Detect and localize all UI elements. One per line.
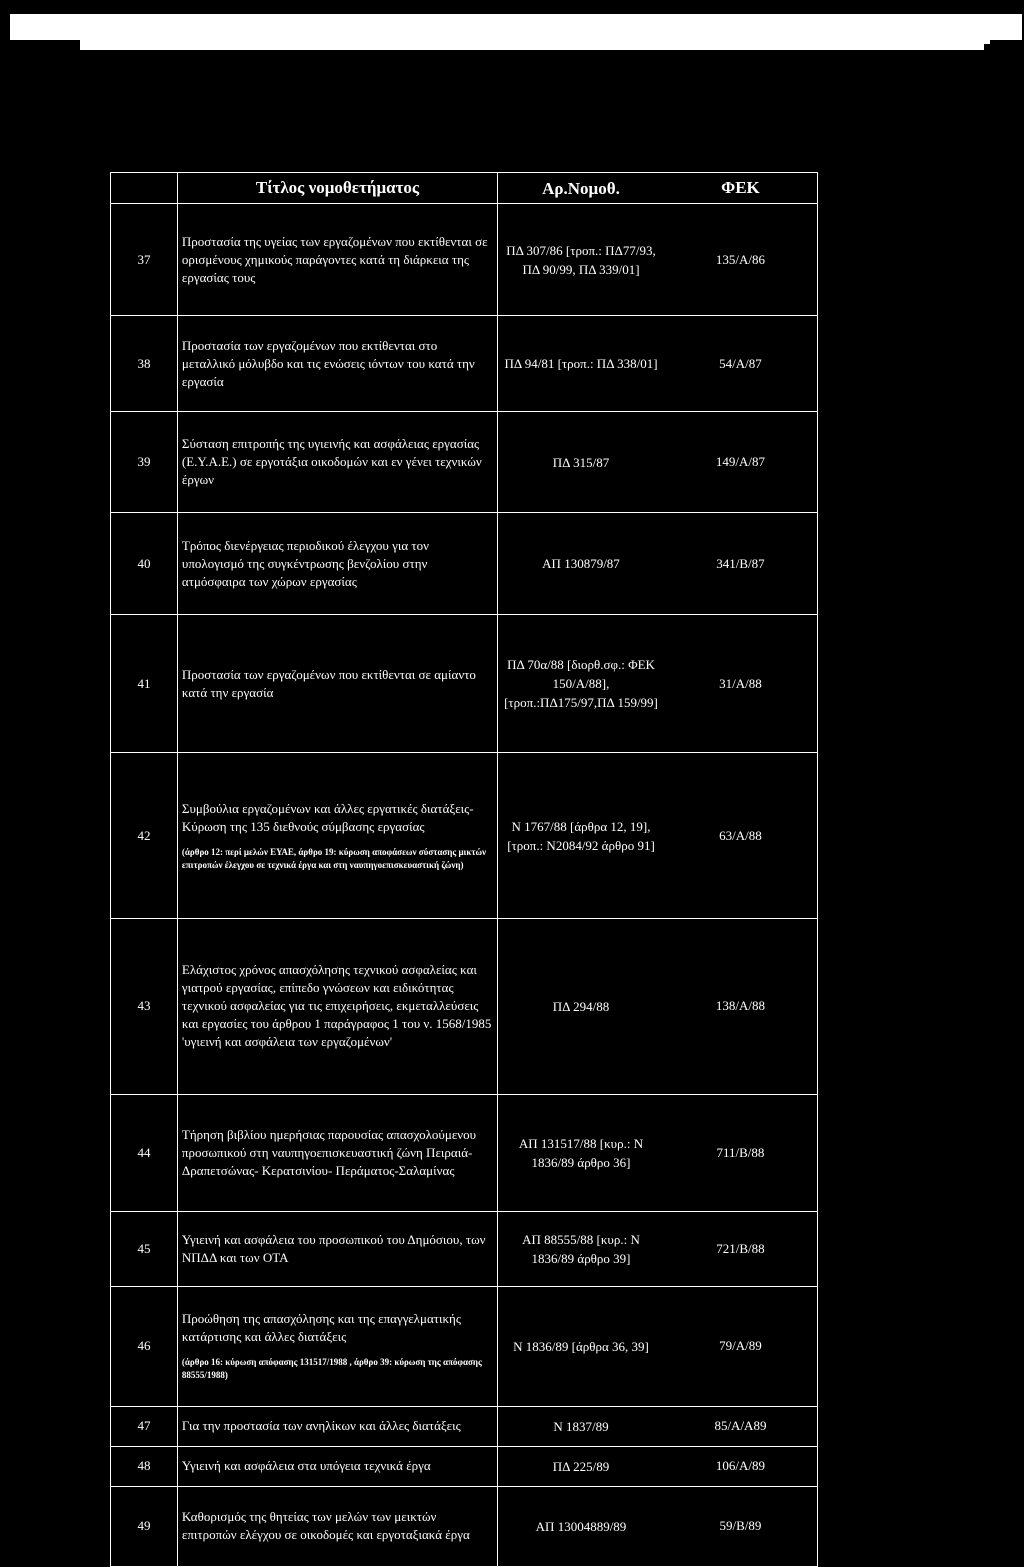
row-fek: 31/Α/88: [664, 614, 818, 753]
row-law-number: ΠΔ 315/87: [498, 412, 664, 513]
row-title-cell: [177, 753, 497, 918]
row-number: 48: [111, 1446, 178, 1486]
row-fek: 79/Α/89: [664, 1286, 818, 1406]
row-number: 37: [111, 204, 178, 316]
row-title-cell: [177, 614, 497, 753]
scan-margin-strip: [80, 40, 990, 50]
row-title-cell: [177, 1486, 497, 1566]
row-fek: 63/Α/88: [664, 753, 818, 918]
row-fek: 341/Β/87: [664, 513, 818, 614]
row-title-cell: [177, 316, 497, 412]
row-law-number: ΠΔ 294/88: [498, 918, 664, 1094]
table-row: [111, 412, 818, 513]
table-row: [111, 316, 818, 412]
table-row: [111, 918, 818, 1094]
row-law-number: ΠΔ 225/89: [498, 1446, 664, 1486]
row-number: 40: [111, 513, 178, 614]
row-title-cell: [177, 1406, 497, 1446]
row-title: Συμβούλια εργαζομένων και άλλες εργατικές διατάξεις- Κύρωση της 135 διεθνούς σύμβασης εργασίας: [181, 800, 474, 834]
table-row: [111, 614, 818, 753]
header-num: [111, 173, 178, 204]
table-header-row: [111, 173, 818, 204]
row-title: Σύσταση επιτροπής της υγιεινής και ασφάλειας εργασίας (Ε.Υ.Α.Ε.) σε εργοτάξια οικοδομών και εν γένει τεχνικών έργων: [181, 436, 482, 488]
row-number: 45: [111, 1212, 178, 1287]
row-fek: 149/Α/87: [664, 412, 818, 513]
header-law-number: Αρ.Νομοθ.: [498, 173, 664, 204]
row-number: 42: [111, 753, 178, 918]
row-title: Υγιεινή και ασφάλεια στα υπόγεια τεχνικά έργα: [181, 1458, 431, 1474]
row-law-number: ΠΔ 70α/88 [διορθ.σφ.: ΦΕΚ 150/Α/88], [τροπ.:ΠΔ175/97,ΠΔ 159/99]: [498, 614, 664, 753]
scan-top-margin: [10, 14, 1022, 40]
row-law-number: Ν 1836/89 [άρθρα 36, 39]: [498, 1286, 664, 1406]
row-law-number: ΠΔ 94/81 [τροπ.: ΠΔ 338/01]: [498, 316, 664, 412]
row-title: Υγιεινή και ασφάλεια του προσωπικού του Δημόσιου, των ΝΠΔΔ και των ΟΤΑ: [181, 1231, 486, 1265]
row-law-number: ΑΠ 130879/87: [498, 513, 664, 614]
table-row: [111, 204, 818, 316]
row-title: Για την προστασία των ανηλίκων και άλλες διατάξεις: [181, 1418, 461, 1434]
row-number: 46: [111, 1286, 178, 1406]
row-title-cell: [177, 1094, 497, 1211]
legislation-table: [110, 172, 818, 1567]
row-title: Προώθηση της απασχόλησης και της επαγγελματικής κατάρτισης και άλλες διατάξεις: [181, 1311, 461, 1345]
row-law-number: ΑΠ 13004889/89: [498, 1486, 664, 1566]
row-number: 49: [111, 1486, 178, 1566]
table-row: [111, 513, 818, 614]
row-title: Ελάχιστος χρόνος απασχόλησης τεχνικού ασφαλείας και γιατρού εργασίας, επίπεδο γνώσεων και ειδικότητας τεχνικού ασφαλείας για τις επιχειρήσεις, εκμεταλλεύσεις και εργασίες του άρθρου 1 παράγραφος 1 του ν. 1568/1985 'υγιεινή και ασφάλεια των εργαζομένων': [181, 962, 492, 1050]
row-title-cell: [177, 918, 497, 1094]
row-fek: 135/Α/86: [664, 204, 818, 316]
table-row: [111, 1486, 818, 1566]
row-number: 47: [111, 1406, 178, 1446]
row-title: Τρόπος διενέργειας περιοδικού έλεγχου για τον υπολογισμό της συγκέντρωσης βενζολίου στην ατμόσφαιρα των χώρων εργασίας: [181, 537, 430, 589]
table-row: [111, 1094, 818, 1211]
row-title-cell: [177, 1286, 497, 1406]
row-note: (άρθρο 16: κύρωση απόφασης 131517/1988 , άρθρο 39: κύρωση της απόφασης 88555/1988): [181, 1357, 482, 1381]
row-fek: 59/Β/89: [664, 1486, 818, 1566]
row-law-number: ΠΔ 307/86 [τροπ.: ΠΔ77/93, ΠΔ 90/99, ΠΔ 339/01]: [498, 204, 664, 316]
row-title: Προστασία της υγείας των εργαζομένων που εκτίθενται σε ορισμένους χημικούς παράγοντες κατά τη διάρκεια της εργασίας τους: [181, 233, 488, 285]
row-title-cell: [177, 412, 497, 513]
row-number: 41: [111, 614, 178, 753]
row-title: Καθορισμός της θητείας των μελών των μεικτών επιτροπών ελέγχου σε οικοδομές και εργοταξιακά έργα: [181, 1509, 470, 1543]
table-row: [111, 1212, 818, 1287]
row-law-number: Ν 1837/89: [498, 1406, 664, 1446]
row-law-number: Ν 1767/88 [άρθρα 12, 19], [τροπ.: Ν2084/92 άρθρο 91]: [498, 753, 664, 918]
row-title-cell: [177, 513, 497, 614]
row-title: Τήρηση βιβλίου ημερήσιας παρουσίας απασχολούμενου προσωπικού στη ναυπηγοεπισκευαστική ζώνη Πειραιά-Δραπετσώνας- Κερατσινίου- Περάματος-Σαλαμίνας: [181, 1126, 477, 1178]
row-number: 43: [111, 918, 178, 1094]
header-fek: ΦΕΚ: [664, 173, 818, 204]
table-row: [111, 1406, 818, 1446]
row-fek: 85/Α/Α89: [664, 1406, 818, 1446]
row-number: 38: [111, 316, 178, 412]
table-row: [111, 1446, 818, 1486]
row-number: 39: [111, 412, 178, 513]
row-number: 44: [111, 1094, 178, 1211]
row-title-cell: [177, 1212, 497, 1287]
row-title-cell: [177, 204, 497, 316]
table-row: [111, 753, 818, 918]
row-fek: 138/Α/88: [664, 918, 818, 1094]
row-law-number: ΑΠ 131517/88 [κυρ.: Ν 1836/89 άρθρο 36]: [498, 1094, 664, 1211]
row-title: Προστασία των εργαζομένων που εκτίθενται στο μεταλλικό μόλυβδο και τις ενώσεις ιόντων του κατά την εργασία: [181, 337, 475, 389]
row-fek: 721/Β/88: [664, 1212, 818, 1287]
row-fek: 711/Β/88: [664, 1094, 818, 1211]
row-title: Προστασία των εργαζομένων που εκτίθενται σε αμίαντο κατά την εργασία: [181, 666, 476, 700]
scan-right-edge: [984, 44, 1024, 1457]
row-fek: 54/Α/87: [664, 316, 818, 412]
row-title-cell: [177, 1446, 497, 1486]
table-row: [111, 1286, 818, 1406]
row-fek: 106/Α/89: [664, 1446, 818, 1486]
header-title: Τίτλος νομοθετήματος: [177, 173, 497, 204]
row-note: (άρθρο 12: περί μελών ΕΥΑΕ, άρθρο 19: κύρωση αποφάσεων σύστασης μικτών επιτροπών έλεγχου σε τεχνικά έργα και στη ναυπηγοεπισκευαστική ζώνη): [181, 846, 487, 870]
table-body: [111, 204, 818, 1567]
row-law-number: ΑΠ 88555/88 [κυρ.: Ν 1836/89 άρθρο 39]: [498, 1212, 664, 1287]
